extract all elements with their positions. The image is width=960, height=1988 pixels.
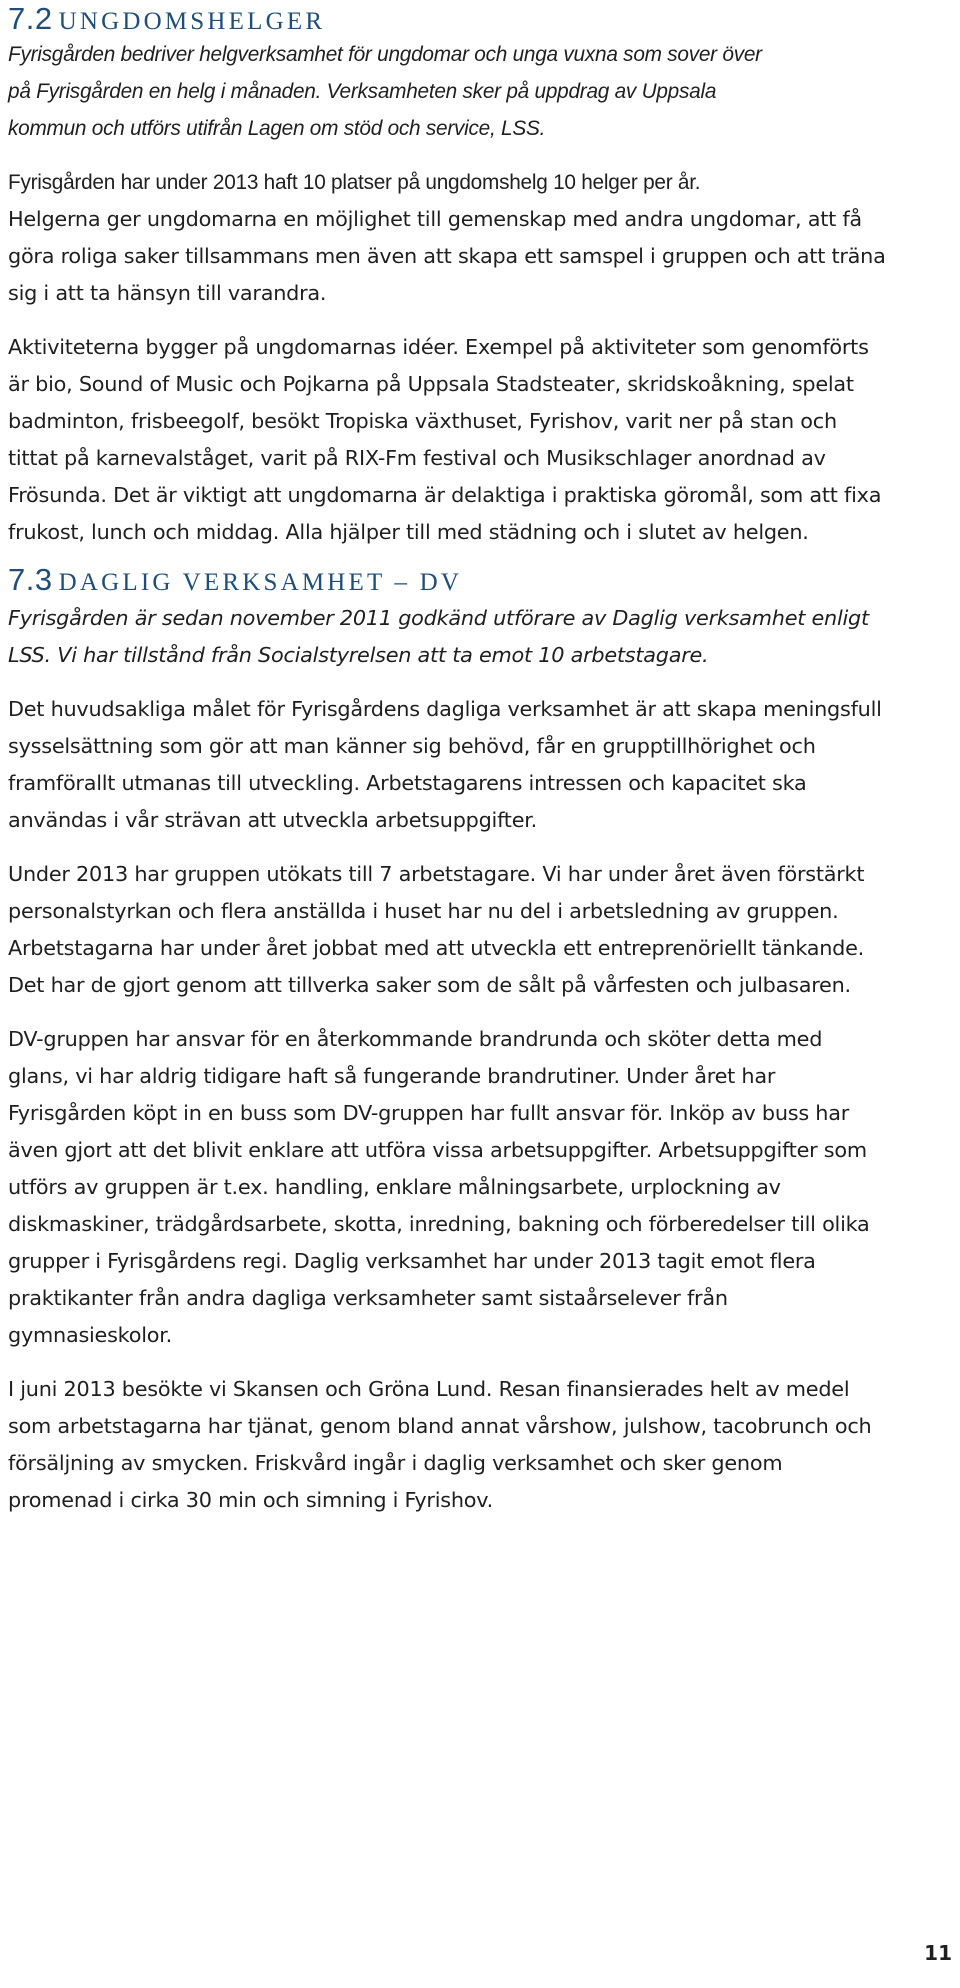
text-line: praktikanter från andra dagliga verksamheter samt sistaårselever från [8, 1286, 728, 1311]
text-line: frukost, lunch och middag. Alla hjälper till med städning och i slutet av helgen. [8, 520, 809, 545]
text-line: gymnasieskolor. [8, 1323, 172, 1348]
text-line: Det har de gjort genom att tillverka saker som de sålt på vårfesten och julbasaren. [8, 973, 851, 998]
text-line: Arbetstagarna har under året jobbat med att utveckla ett entreprenöriellt tänkande. [8, 936, 865, 961]
text-line: sig i att ta hänsyn till varandra. [8, 281, 327, 306]
text-line: diskmaskiner, trädgårdsarbete, skotta, inredning, bakning och förberedelser till olika [8, 1212, 870, 1237]
paragraph-dv-2013 [8, 856, 952, 1004]
text-line: Fyrisgården har under 2013 haft 10 platser på ungdomshelg 10 helger per år. [8, 171, 701, 195]
text-line: promenad i cirka 30 min och simning i Fyrishov. [8, 1488, 494, 1513]
text-line: Frösunda. Det är viktigt att ungdomarna är delaktiga i praktiska göromål, som att fixa [8, 483, 882, 508]
text-line: Fyrisgården köpt in en buss som DV-gruppen har fullt ansvar för. Inköp av buss har [8, 1101, 850, 1126]
section-heading-ungdomshelger [8, 0, 952, 37]
document-page [8, 0, 952, 1519]
text-line: personalstyrkan och flera anställda i huset har nu del i arbetsledning av gruppen. [8, 899, 839, 924]
paragraph-ungdomshelger-places [8, 164, 952, 201]
paragraph-ungdomshelger-intro [8, 36, 952, 147]
text-line: även gjort att det blivit enklare att utföra vissa arbetsuppgifter. Arbetsuppgifter som [8, 1138, 867, 1163]
text-line: sysselsättning som gör att man känner sig behövd, får en grupptillhörighet och [8, 734, 816, 759]
text-line: framförallt utmanas till utveckling. Arbetstagarens intressen och kapacitet ska [8, 771, 807, 796]
text-line: LSS. Vi har tillstånd från Socialstyrelsen att ta emot 10 arbetstagare. [8, 643, 709, 668]
text-line: grupper i Fyrisgårdens regi. Daglig verksamhet har under 2013 tagit emot flera [8, 1249, 816, 1274]
section-number: 7.2 [8, 1, 53, 36]
paragraph-dv-goal [8, 691, 952, 839]
section-number: 7.3 [8, 562, 53, 598]
text-line: I juni 2013 besökte vi Skansen och Gröna Lund. Resan finansierades helt av medel [8, 1377, 850, 1402]
text-line: Helgerna ger ungdomarna en möjlighet till gemenskap med andra ungdomar, att få [8, 207, 862, 232]
text-line: på Fyrisgården en helg i månaden. Verksamheten sker på uppdrag av Uppsala [8, 80, 717, 104]
text-line: Aktiviteterna bygger på ungdomarnas idéer. Exempel på aktiviteter som genomförts [8, 335, 869, 360]
page-number: 11 [924, 1941, 952, 1965]
text-line: Under 2013 har gruppen utökats till 7 arbetstagare. Vi har under året även förstärkt [8, 862, 865, 887]
text-line: kommun och utförs utifrån Lagen om stöd och service, LSS. [8, 117, 546, 141]
text-line: användas i vår strävan att utveckla arbetsuppgifter. [8, 808, 537, 833]
text-line: Det huvudsakliga målet för Fyrisgårdens dagliga verksamhet är att skapa meningsfull [8, 697, 882, 722]
text-line: Fyrisgården är sedan november 2011 godkänd utförare av Daglig verksamhet enligt [8, 606, 869, 631]
text-line: är bio, Sound of Music och Pojkarna på Uppsala Stadsteater, skridskoåkning, spelat [8, 372, 854, 397]
text-line: badminton, frisbeegolf, besökt Tropiska växthuset, Fyrishov, varit ner på stan och [8, 409, 837, 434]
text-line: Fyrisgården bedriver helgverksamhet för ungdomar och unga vuxna som sover över [8, 43, 762, 67]
text-line: utförs av gruppen är t.ex. handling, enklare målningsarbete, urplockning av [8, 1175, 781, 1200]
section-title: UNGDOMSHELGER [58, 8, 326, 35]
text-line: som arbetstagarna har tjänat, genom bland annat vårshow, julshow, tacobrunch och [8, 1414, 872, 1439]
text-line: DV-gruppen har ansvar för en återkommande brandrunda och sköter detta med [8, 1027, 823, 1052]
text-line: glans, vi har aldrig tidigare haft så fungerande brandrutiner. Under året har [8, 1064, 776, 1089]
text-line: göra roliga saker tillsammans men även att skapa ett samspel i gruppen och att träna [8, 244, 886, 269]
text-line: tittat på karnevalståget, varit på RIX-Fm festival och Musikschlager anordnad av [8, 446, 826, 471]
paragraph-ungdomshelger-purpose [8, 201, 952, 312]
paragraph-dv-responsibilities [8, 1021, 952, 1354]
paragraph-ungdomshelger-activities [8, 329, 952, 551]
text-line: försäljning av smycken. Friskvård ingår i daglig verksamhet och sker genom [8, 1451, 783, 1476]
section-heading-daglig-verksamhet [8, 561, 952, 598]
paragraph-dv-trip [8, 1371, 952, 1519]
section-title: DAGLIG VERKSAMHET – DV [58, 569, 463, 597]
paragraph-dv-intro [8, 600, 952, 674]
